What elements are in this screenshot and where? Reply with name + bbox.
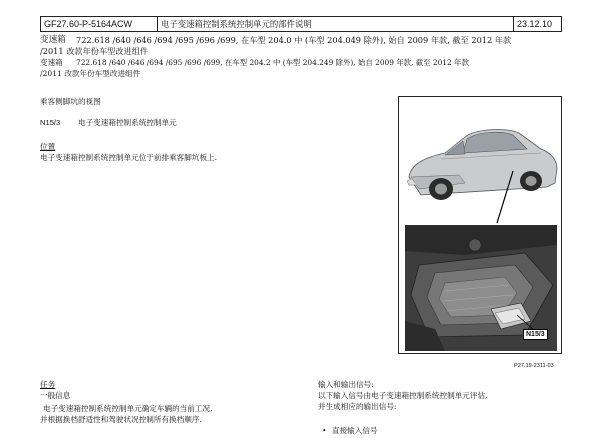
io-bullet-item: 直接输入信号	[332, 426, 378, 435]
applicability-label-2: 变速箱	[40, 58, 63, 67]
applicability-label-1: 变速箱	[40, 35, 66, 45]
applicability-cont-2: /2011 改款年份车型改进组件	[40, 69, 141, 78]
io-heading: 输入和输出信号:	[318, 380, 374, 389]
io-line-2: 并生成相应的输出信号:	[318, 402, 397, 411]
applicability-text-2: 722.618 /640 /646 /694 /695 /696 /699, 在车型 204.2 中 (车型 204.249 除外), 始自 2009 年款, 截至 2012 年款	[76, 58, 469, 67]
location-heading: 位置	[40, 142, 56, 151]
task-subheading: 一般信息	[40, 391, 71, 400]
task-line-1: 电子变速箱控制系统控制单元确定车辆的当前工况,	[43, 404, 213, 413]
footwell-photo	[405, 225, 557, 351]
document-header	[40, 16, 562, 32]
component-code: N15/3	[40, 118, 61, 127]
location-text: 电子变速箱控制系统控制单元位于前排乘客脚坑板上.	[40, 153, 218, 162]
task-line-2: 并根据换档舒适性和驾驶状况控制所有换档顺序.	[40, 415, 202, 424]
figure-callout: N15/3	[523, 329, 548, 340]
applicability-cont-1: /2011 改款年份车型改进组件	[40, 46, 149, 56]
view-title: 乘客侧脚坑的视图	[40, 97, 101, 106]
figure-ref: P27.19-2311-03	[514, 363, 554, 369]
car-illustration	[401, 99, 561, 223]
figure-frame	[398, 96, 562, 354]
io-line-1: 以下输入信号由电子变速箱控制系统控制单元评估,	[318, 391, 488, 400]
component-name: 电子变速箱控制系统控制单元	[78, 118, 177, 127]
io-bullet: •	[322, 426, 327, 435]
doc-date: 23.12.10	[517, 19, 553, 29]
task-heading: 任务	[40, 380, 56, 389]
doc-title: 电子变速箱控制系统控制单元的部件说明	[161, 19, 312, 29]
applicability-text-1: 722.618 /640 /646 /694 /695 /696 /699, 在车型 204.0 中 (车型 204.049 除外), 始自 2009 年款, 截至 2012 年款	[76, 35, 512, 45]
doc-code: GF27.60-P-5164ACW	[44, 19, 133, 29]
